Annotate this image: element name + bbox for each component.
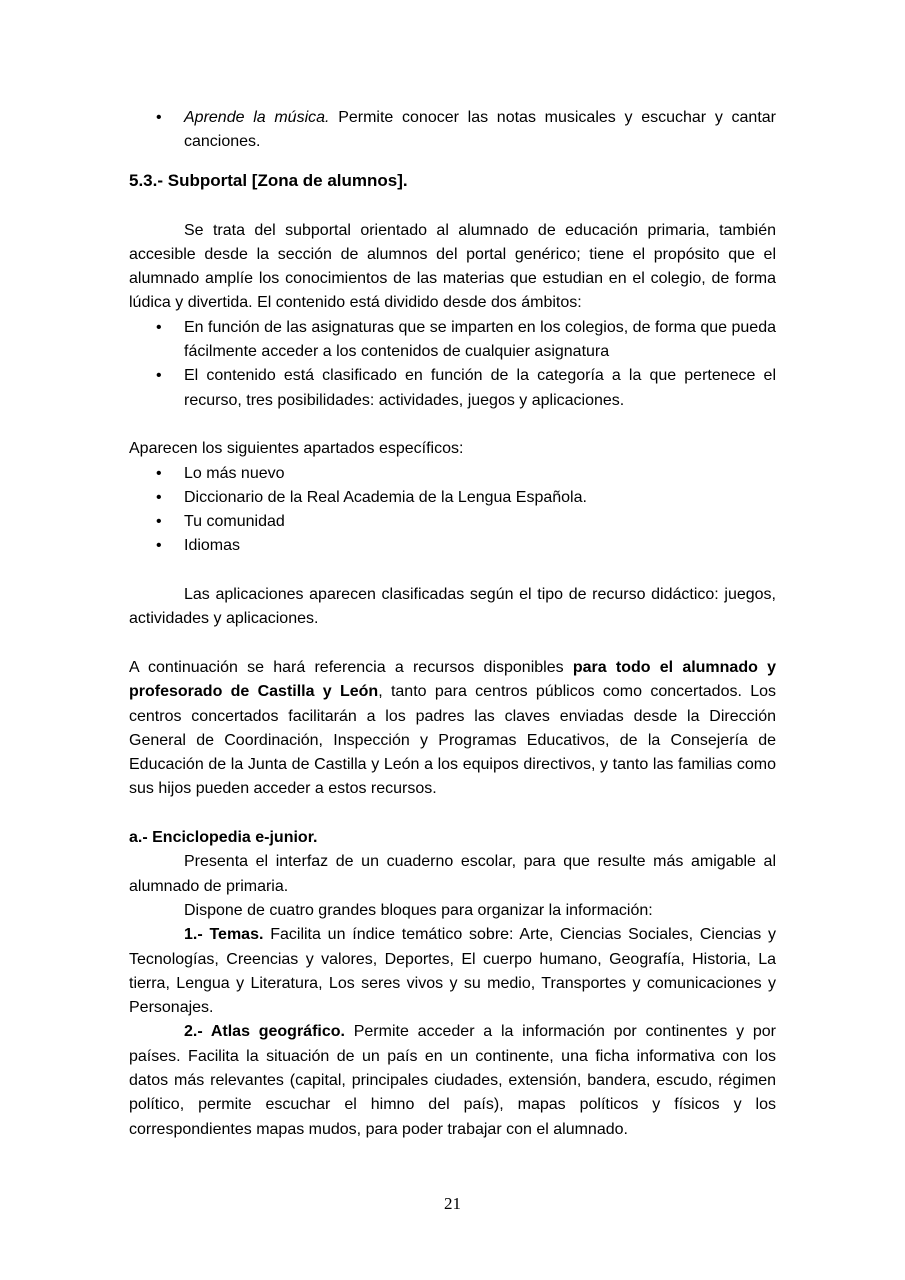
list-item: • Diccionario de la Real Academia de la Lengua Española.: [129, 486, 776, 510]
bullet-icon: •: [156, 464, 162, 482]
paragraph: Dispone de cuatro grandes bloques para organizar la información:: [184, 901, 653, 919]
apartados-list: [129, 462, 776, 559]
bullet-icon: •: [156, 367, 162, 385]
list-item: • En función de las asignaturas que se imparten en los colegios, de forma que pueda fácilmente acceder a los contenidos de cualquier asignatura: [129, 316, 776, 365]
list-item: • Aprende la música. Permite conocer las notas musicales y escuchar y cantar canciones.: [129, 106, 776, 155]
section-heading: 5.3.- Subportal [Zona de alumnos].: [129, 170, 408, 190]
bullet-icon: •: [156, 513, 162, 531]
list-item: • Tu comunidad: [129, 510, 776, 534]
list-item: • Lo más nuevo: [129, 462, 776, 486]
atlas-paragraph: 2.- Atlas geográfico. Permite acceder a la información por continentes y por países. Facilita la situación de un país en un continente, una ficha informativa con los datos más relevantes (capital, principales ciudades, extensión, bandera, escudo, régimen político, permite escuchar el himno del país), mapas políticos y físicos y los correspondientes mapas mudos, para poder trabajar con el alumnado.: [129, 1023, 777, 1138]
bullet-icon: •: [156, 488, 162, 506]
temas-paragraph: 1.- Temas. Facilita un índice temático sobre: Arte, Ciencias Sociales, Ciencias y Tecnologías, Creencias y valores, Deportes, El cuerpo humano, Geografía, Historia, La tierra, Lengua y Literatura, Los seres vivos y su medio, Transportes y comunicaciones y Personajes.: [129, 926, 776, 1017]
music-bullet-list: [129, 106, 776, 155]
subsection-title: a.- Enciclopedia e-junior.: [129, 829, 318, 847]
list-item: • El contenido está clasificado en función de la categoría a la que pertenece el recurso, tres posibilidades: actividades, juegos y aplicaciones.: [129, 364, 776, 413]
list-item: • Idiomas: [129, 534, 776, 558]
page-content: [129, 106, 776, 1142]
aplicaciones-paragraph: Las aplicaciones aparecen clasificadas según el tipo de recurso didáctico: juegos, actividades y aplicaciones.: [129, 586, 776, 628]
ambitos-list: [129, 316, 776, 413]
bullet-icon: •: [156, 537, 162, 555]
apartados-intro: Aparecen los siguientes apartados específicos:: [129, 440, 464, 458]
bullet-icon: •: [156, 109, 162, 126]
intro-paragraph: Se trata del subportal orientado al alumnado de educación primaria, también accesible desde la sección de alumnos del portal genérico; tiene el propósito que el alumnado amplíe los conocimientos de las materias que estudian en el colegio, de forma lúdica y divertida. El contenido está dividido desde dos ámbitos:: [129, 221, 776, 312]
bullet-icon: •: [156, 318, 162, 336]
page-number: 21: [444, 1194, 461, 1213]
recursos-paragraph: A continuación se hará referencia a recursos disponibles para todo el alumnado y profesorado de Castilla y León, tanto para centros públicos como concertados. Los centros concertados facilitarán a los padres las claves enviadas desde la Dirección General de Coordinación, Inspección y Programas Educativos, de la Consejería de Educación de la Junta de Castilla y León a los equipos directivos, y tanto las familias como sus hijos pueden acceder a estos recursos.: [129, 658, 777, 798]
paragraph: Presenta el interfaz de un cuaderno escolar, para que resulte más amigable al alumnado de primaria.: [129, 853, 776, 895]
